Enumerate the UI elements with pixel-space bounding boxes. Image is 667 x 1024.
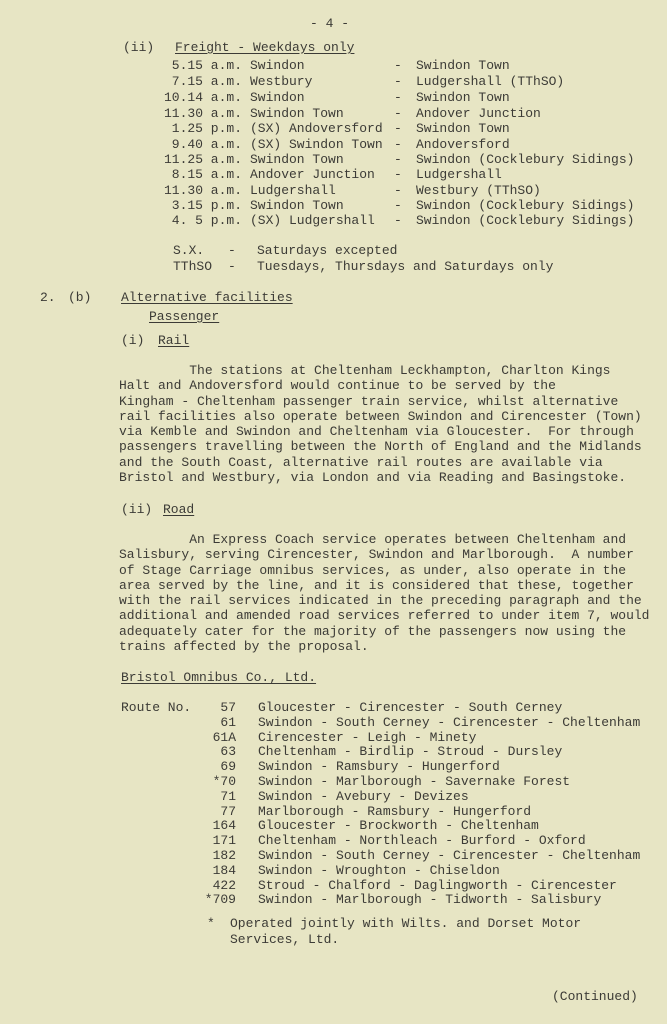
page-number: - 4 - [310, 16, 350, 31]
separator-dash: - [394, 198, 402, 213]
route-number: 184 [212, 862, 236, 878]
key-meaning: Tuesdays, Thursdays and Saturdays only [257, 259, 554, 274]
route-row [0, 774, 667, 789]
route-row [0, 730, 667, 745]
route-number: 69 [220, 759, 236, 775]
route-description: Marlborough - Ramsbury - Hungerford [258, 803, 532, 819]
destination: Swindon (Cocklebury Sidings) [416, 198, 635, 213]
origin: (SX) Ludgershall [250, 213, 375, 228]
route-description: Cheltenham - Northleach - Burford - Oxford [258, 833, 586, 849]
departure-time: 9.40 a.m. [171, 137, 242, 152]
bristol-omnibus-heading: Bristol Omnibus Co., Ltd. [121, 670, 317, 685]
route-number: 71 [220, 788, 236, 804]
key-abbreviation: S.X. [173, 243, 205, 258]
departure-time: 1.25 p.m. [171, 121, 242, 136]
footnote-marker: * [207, 916, 215, 931]
freight-service-row [0, 121, 667, 136]
freight-service-row [0, 106, 667, 121]
destination: Swindon Town [416, 58, 510, 73]
origin: Andover Junction [250, 167, 375, 182]
separator-dash: - [394, 183, 402, 198]
route-description: Swindon - Marlborough - Tidworth - Salisbury [258, 892, 602, 908]
route-row [0, 833, 667, 848]
origin: Swindon Town [250, 152, 344, 167]
destination: Swindon (Cocklebury Sidings) [416, 152, 635, 167]
key-abbreviation: TThSO [173, 259, 213, 274]
route-number: 63 [220, 744, 236, 760]
rail-heading: Rail [158, 333, 190, 348]
footnote-line-1: Operated jointly with Wilts. and Dorset Motor [230, 916, 582, 931]
destination: Swindon (Cocklebury Sidings) [416, 213, 635, 228]
route-number: 61 [220, 714, 236, 730]
origin: Swindon Town [250, 106, 344, 121]
freight-service-row [0, 198, 667, 213]
destination: Swindon Town [416, 90, 510, 105]
destination: Ludgershall [416, 167, 502, 182]
continued-note: (Continued) [552, 989, 638, 1004]
route-description: Gloucester - Cirencester - South Cerney [258, 700, 563, 715]
origin: Swindon [250, 90, 305, 105]
route-number: 182 [212, 848, 236, 863]
separator-dash: - [394, 58, 402, 73]
road-heading: Road [163, 502, 195, 517]
road-paragraph: An Express Coach service operates between Cheltenham and Salisbury, serving Cirencester, Swindon and Marlborough. A number of Stage Carriage omnibus services, as under, also operate in the area served by the line, and it is considered that these, together with the rail services indicated in the preceding paragraph and the additional and amended road services referred to under item 7, would adequately cater for the majority of the passengers now using the trains affected by the proposal. [119, 532, 650, 655]
separator-dash: - [394, 90, 402, 105]
separator-dash: - [394, 121, 402, 136]
section-subnumber: (b) [68, 290, 92, 305]
route-description: Cirencester - Leigh - Minety [258, 729, 477, 745]
section-number: 2. [40, 290, 56, 305]
route-row [0, 789, 667, 804]
separator-dash: - [394, 152, 402, 167]
departure-time: 3.15 p.m. [171, 198, 242, 213]
route-description: Swindon - South Cerney - Cirencester - Cheltenham [258, 848, 641, 863]
route-description: Swindon - Marlborough - Savernake Forest [258, 774, 571, 789]
route-row [0, 818, 667, 833]
departure-time: 8.15 a.m. [171, 167, 242, 182]
route-description: Swindon - Wroughton - Chiseldon [258, 862, 500, 878]
freight-heading: Freight - Weekdays only [175, 40, 355, 55]
route-number: 77 [220, 803, 236, 819]
departure-time: 11.30 a.m. [163, 183, 242, 198]
departure-time: 11.30 a.m. [163, 106, 242, 121]
route-number: *70 [212, 774, 236, 789]
key-row [0, 243, 667, 258]
route-number: 164 [212, 818, 236, 834]
freight-heading-number: (ii) [123, 40, 155, 55]
route-number: 61A [212, 729, 236, 745]
route-number: 57 [220, 700, 236, 715]
departure-time: 7.15 a.m. [171, 74, 242, 89]
route-description: Swindon - South Cerney - Cirencester - Cheltenham [258, 714, 641, 730]
origin: Swindon Town [250, 198, 344, 213]
freight-service-row [0, 183, 667, 198]
origin: Swindon [250, 58, 305, 73]
origin: Westbury [250, 74, 313, 89]
freight-service-row [0, 74, 667, 89]
origin: Ludgershall [250, 183, 336, 198]
separator-dash: - [394, 167, 402, 182]
origin: (SX) Andoversford [250, 121, 383, 136]
departure-time: 11.25 a.m. [163, 152, 242, 167]
freight-service-row [0, 167, 667, 182]
road-number: (ii) [121, 502, 153, 517]
route-description: Gloucester - Brockworth - Cheltenham [258, 818, 539, 834]
route-row [0, 715, 667, 730]
key-meaning: Saturdays excepted [257, 243, 398, 258]
departure-time: 4. 5 p.m. [171, 213, 242, 228]
route-row [0, 892, 667, 907]
destination: Andoversford [416, 137, 510, 152]
route-row [0, 804, 667, 819]
route-description: Swindon - Ramsbury - Hungerford [258, 759, 500, 775]
rail-number: (i) [121, 333, 145, 348]
route-row [0, 863, 667, 878]
route-description: Swindon - Avebury - Devizes [258, 788, 469, 804]
origin: (SX) Swindon Town [250, 137, 383, 152]
route-row [0, 700, 667, 715]
section-title: Alternative facilities [121, 290, 293, 305]
freight-service-row [0, 58, 667, 73]
separator-dash: - [394, 213, 402, 228]
rail-paragraph: The stations at Cheltenham Leckhampton, Charlton Kings Halt and Andoversford would continue to be served by the Kingham - Cheltenham passenger train service, whilst alternative rail facilities also operate between Swindon and Cirencester (Town) via Kemble and Swindon and Cheltenham via Gloucester. For through passengers travelling between the North of England and the Midlands and the South Coast, alternative rail routes are available via Bristol and Westbury, via London and via Reading and Basingstoke. [119, 363, 642, 486]
key-dash: - [228, 243, 236, 258]
route-row [0, 878, 667, 893]
destination: Westbury (TThSO) [416, 183, 541, 198]
separator-dash: - [394, 74, 402, 89]
freight-service-row [0, 137, 667, 152]
route-row [0, 759, 667, 774]
key-dash: - [228, 259, 236, 274]
destination: Ludgershall (TThSO) [416, 74, 565, 89]
freight-service-row [0, 152, 667, 167]
route-number: 422 [212, 877, 236, 893]
destination: Swindon Town [416, 121, 510, 136]
key-row [0, 259, 667, 274]
route-number: 171 [212, 833, 236, 849]
route-no-label: Route No. [121, 700, 192, 715]
departure-time: 10.14 a.m. [163, 90, 242, 105]
route-description: Cheltenham - Birdlip - Stroud - Dursley [258, 744, 563, 760]
passenger-heading: Passenger [149, 309, 220, 324]
freight-service-row [0, 213, 667, 228]
route-description: Stroud - Chalford - Daglingworth - Cirencester [258, 877, 617, 893]
destination: Andover Junction [416, 106, 541, 121]
route-row [0, 848, 667, 863]
footnote-line-2: Services, Ltd. [230, 932, 340, 947]
route-number: *709 [204, 892, 236, 908]
separator-dash: - [394, 106, 402, 121]
separator-dash: - [394, 137, 402, 152]
departure-time: 5.15 a.m. [171, 58, 242, 73]
route-row [0, 744, 667, 759]
freight-service-row [0, 90, 667, 105]
